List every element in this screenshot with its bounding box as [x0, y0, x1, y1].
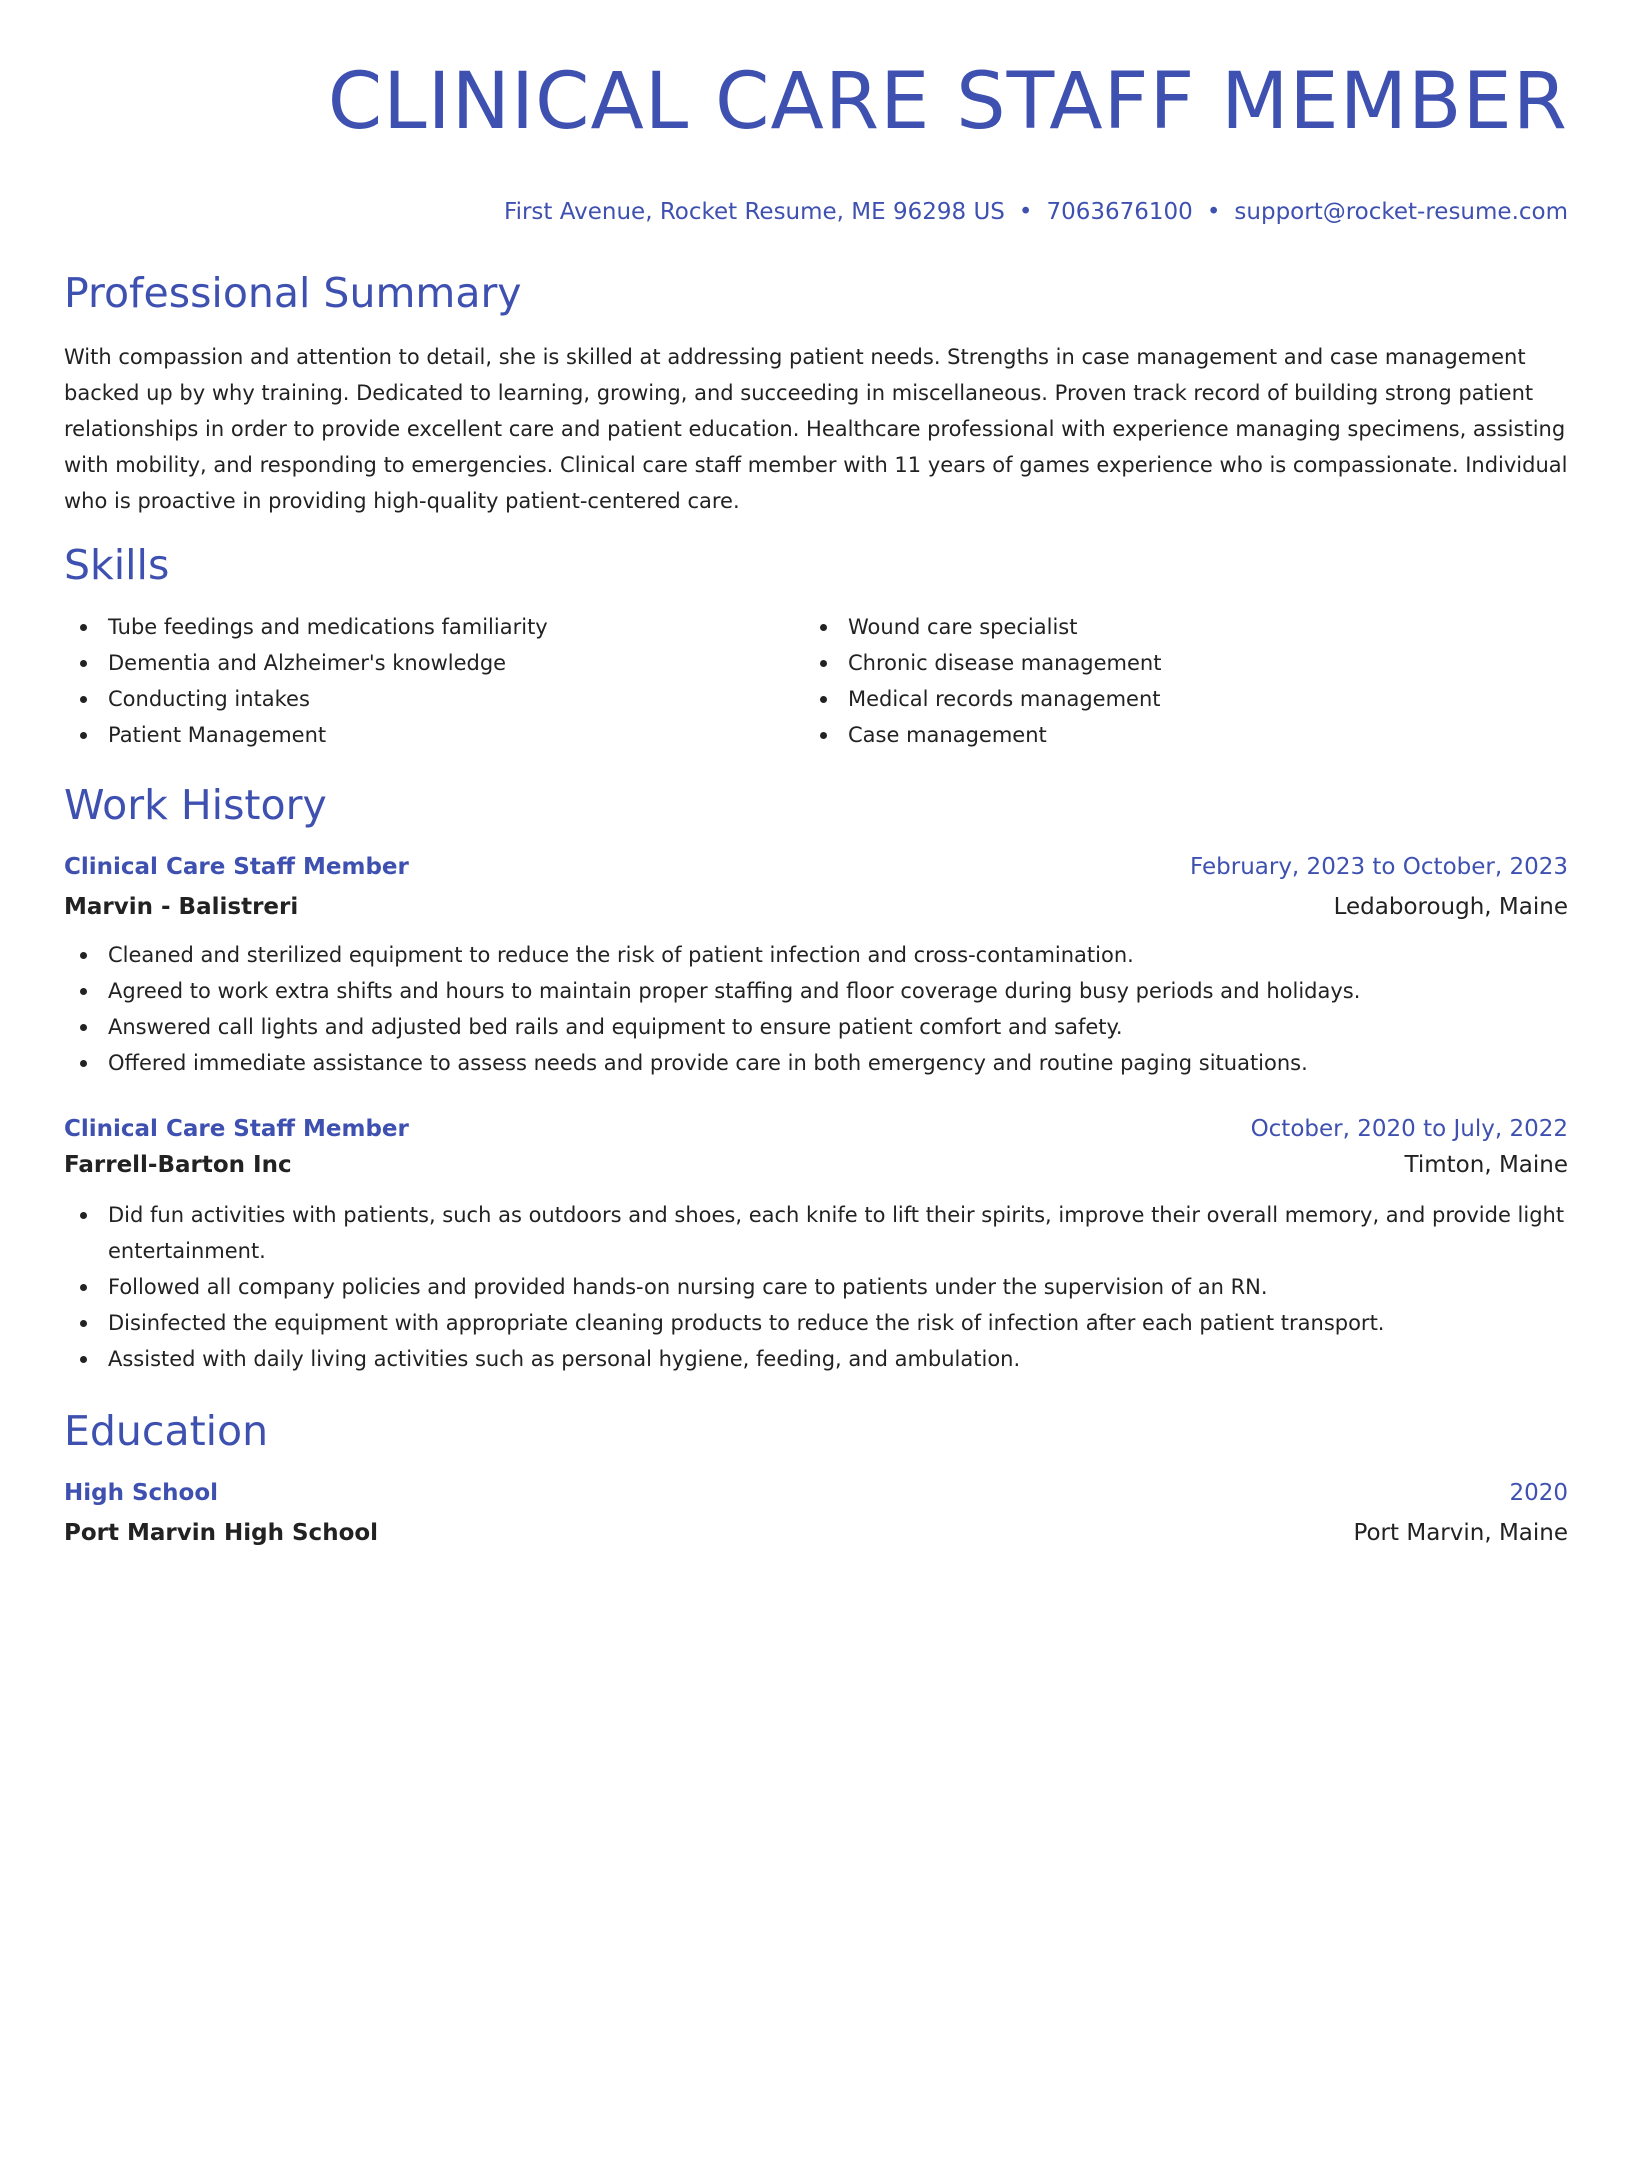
skill-item: Conducting intakes [64, 681, 804, 717]
job-bullet: Cleaned and sterilized equipment to reduce the risk of patient infection and cross-contamination. [64, 937, 1568, 973]
candidate-title: CLINICAL CARE STAFF MEMBER [327, 57, 1568, 147]
job-bullet: Answered call lights and adjusted bed rails and equipment to ensure patient comfort and safety. [64, 1009, 1568, 1045]
job-dates: February, 2023 to October, 2023 [1190, 854, 1568, 880]
job-location: Ledaborough, Maine [1333, 894, 1568, 920]
skill-item: Patient Management [64, 717, 804, 753]
skill-item: Chronic disease management [804, 645, 1544, 681]
job-bullet: Disinfected the equipment with appropriate cleaning products to reduce the risk of infection after each patient transport. [64, 1305, 1568, 1341]
job-entry [64, 851, 1568, 1081]
job-bullet: Followed all company policies and provided hands-on nursing care to patients under the supervision of an RN. [64, 1269, 1568, 1305]
job-company: Marvin - Balistreri [64, 894, 299, 920]
skill-item: Tube feedings and medications familiarity [64, 609, 804, 645]
job-bullet: Did fun activities with patients, such as outdoors and shoes, each knife to lift their spirits, improve their overall memory, and provide light entertainment. [64, 1197, 1568, 1269]
skills-column-right [804, 609, 1544, 753]
contact-line [64, 196, 1568, 228]
contact-separator: • [1206, 199, 1221, 225]
job-company-row [64, 1149, 1568, 1181]
section-title-education: Education [64, 1407, 269, 1455]
job-bullet: Assisted with daily living activities such as personal hygiene, feeding, and ambulation. [64, 1341, 1568, 1377]
skill-item: Dementia and Alzheimer's knowledge [64, 645, 804, 681]
contact-email: support@rocket-resume.com [1234, 199, 1568, 225]
job-title: Clinical Care Staff Member [64, 1116, 409, 1142]
job-header [64, 1113, 1568, 1145]
job-bullet: Agreed to work extra shifts and hours to maintain proper staffing and floor coverage during busy periods and holidays. [64, 973, 1568, 1009]
skill-item: Medical records management [804, 681, 1544, 717]
job-bullets [64, 937, 1568, 1081]
resume-page [0, 58, 1632, 2170]
education-entry [64, 1477, 1568, 1549]
skill-item: Wound care specialist [804, 609, 1544, 645]
job-bullets [64, 1197, 1568, 1377]
job-company-row [64, 891, 1568, 923]
job-bullet: Offered immediate assistance to assess needs and provide care in both emergency and routine paging situations. [64, 1045, 1568, 1081]
skills-list [64, 609, 1568, 753]
job-header [64, 851, 1568, 883]
summary-text: With compassion and attention to detail, she is skilled at addressing patient needs. Strengths in case management and case management backed up by why training. Dedicated to learning, growing, and succeeding in miscellaneous. Proven track record of building strong patient relationships in order to provide excellent care and patient education. Healthcare professional with experience managing specimens, assisting with mobility, and responding to emergencies. Clinical care staff member with 11 years of games experience who is compassionate. Individual who is proactive in providing high-quality patient-centered care. [64, 345, 1568, 513]
contact-separator: • [1018, 199, 1033, 225]
education-year: 2020 [1509, 1480, 1568, 1506]
education-header [64, 1477, 1568, 1509]
job-location: Timton, Maine [1404, 1152, 1568, 1178]
education-school-row [64, 1517, 1568, 1549]
job-dates: October, 2020 to July, 2022 [1250, 1116, 1568, 1142]
education-degree: High School [64, 1480, 219, 1506]
job-company: Farrell-Barton Inc [64, 1152, 292, 1178]
skills-column-left [64, 609, 804, 753]
education-location: Port Marvin, Maine [1353, 1520, 1568, 1546]
job-entry [64, 1113, 1568, 1377]
contact-phone: 7063676100 [1046, 199, 1193, 225]
section-title-work: Work History [64, 781, 327, 829]
job-title: Clinical Care Staff Member [64, 854, 409, 880]
section-title-summary: Professional Summary [64, 269, 522, 317]
section-title-skills: Skills [64, 541, 170, 589]
skill-item: Case management [804, 717, 1544, 753]
education-school: Port Marvin High School [64, 1520, 379, 1546]
contact-address: First Avenue, Rocket Resume, ME 96298 US [504, 199, 1005, 225]
